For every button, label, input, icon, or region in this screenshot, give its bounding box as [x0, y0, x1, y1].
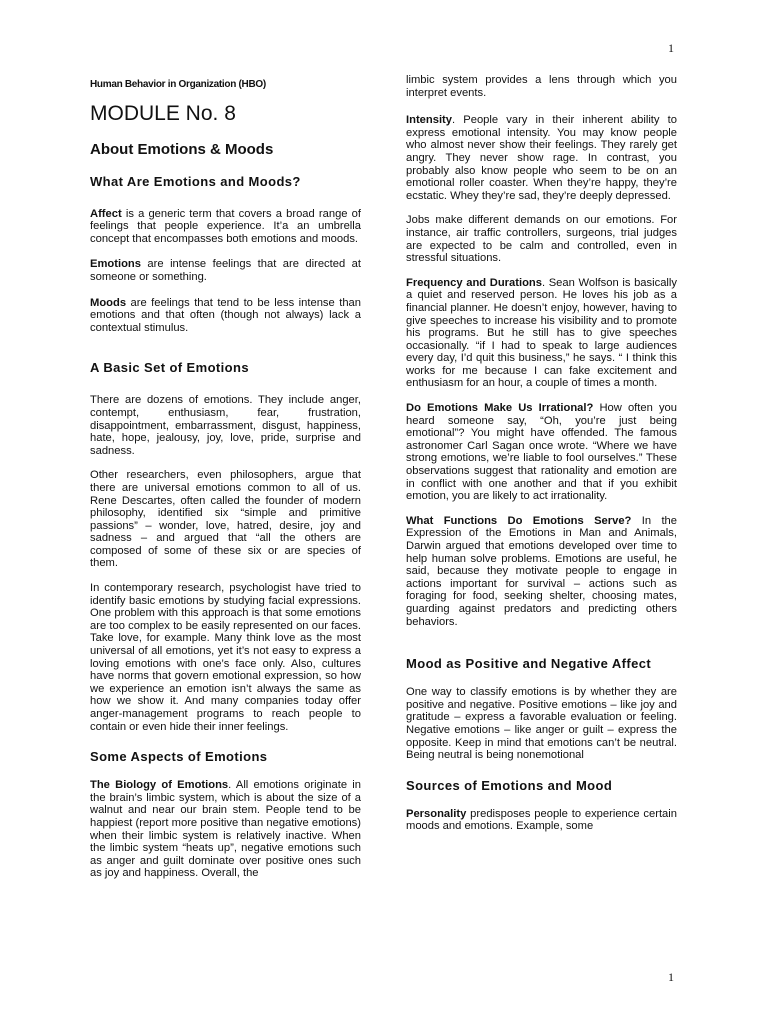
text-affect: is a generic term that covers a broad range of feelings that people experience. It’a an umbrella concept that encompasses both emotions and moods. — [90, 207, 361, 245]
page-number-top: 1 — [668, 41, 674, 55]
term-affect: Affect — [90, 207, 122, 220]
course-title: Human Behavior in Organization (HBO) — [90, 79, 266, 90]
heading-mood-affect: Mood as Positive and Negative Affect — [406, 656, 652, 672]
page-number-bottom: 1 — [668, 970, 674, 984]
module-title: MODULE No. 8 — [90, 101, 236, 125]
heading-aspects: Some Aspects of Emotions — [90, 749, 268, 765]
term-intensity: Intensity — [406, 114, 453, 127]
paragraph-frequency — [406, 277, 677, 390]
paragraph-personality — [406, 808, 677, 833]
term-moods: Moods — [90, 296, 127, 309]
paragraph-basic-2: Other researchers, even philosophers, argue that there are universal emotions common to all of us. Rene Descartes, often called the founder of modern philosophy, identified six “simple and primitive passions” – wonder, love, hatred, desire, joy and sadness – and argued that “all the others are composed of some of these six or are species of them. — [90, 469, 361, 570]
paragraph-mood: One way to classify emotions is by whether they are positive and negative. Positive emotions – like joy and gratitude – express a favorable evaluation or feeling. Negative emotions – like anger or guilt – express the opposite. Keep in mind that emotions can’t be neutral. Being neutral is being nonemotional — [406, 686, 677, 762]
text-functions: In the Expression of the Emotions in Man and Animals, Darwin argued that emotions developed over time to help human solve problems. Emotions are useful, he said, because they motivate people to engage in actions important for survival – actions such as foraging for food, seeking shelter, choosing mates, guarding against predators and predicting others behaviors. — [406, 514, 677, 628]
text-irrational: How often you heard someone say, “Oh, you’re just being emotional”? You might have offended. The famous astronomer Carl Sagan once wrote. “Where we have strong emotions, we’re liable to fool ourselves.” These observations suggest that rationality and emotion are in conflict with one another and that if you exhibit emotion, you are likely to act irrationality. — [406, 402, 677, 503]
term-irrational: Do Emotions Make Us Irrational? — [406, 402, 594, 415]
heading-sources: Sources of Emotions and Mood — [406, 777, 613, 793]
term-frequency: Frequency and Durations — [406, 276, 542, 289]
heading-basic-set: A Basic Set of Emotions — [90, 360, 249, 376]
paragraph-intensity — [406, 114, 677, 202]
paragraph-moods — [90, 297, 361, 335]
text-emotions: are intense feelings that are directed at someone or something. — [90, 258, 361, 283]
term-functions: What Functions Do Emotions Serve? — [406, 514, 632, 527]
text-intensity: . People vary in their inherent ability to express emotional intensity. You may know people who almost never show their feelings. They rarely get angry. They never show rage. In contrast, you probably also know people who seem to be on an emotional roller coaster. When they’re happy, they’re ecstatic. Whey they’re sad, they’re deeply depressed. — [406, 114, 677, 202]
paragraph-basic-3: In contemporary research, psychologist have tried to identify basic emotions by studying facial expressions. One problem with this approach is that some emotions are too complex to be easily represented on our faces. Take love, for example. Many think love as the most universal of all emotions, yet it’s not easy to express a loving emotions with one’s face only. Also, cultures have norms that govern emotional expression, so how we experience an emotion isn’t always the same as how we show it. And many companies today offer anger-management programs to reach people to contain or even hide their inner feelings. — [90, 582, 361, 733]
text-moods: are feelings that tend to be less intense than emotions and that often (though not always) lack a contextual stimulus. — [90, 296, 361, 334]
term-personality: Personality — [406, 807, 467, 820]
paragraph-irrational — [406, 402, 677, 503]
paragraph-emotions — [90, 258, 361, 283]
heading-what-are-emotions: What Are Emotions and Moods? — [90, 173, 301, 189]
paragraph-jobs: Jobs make different demands on our emotions. For instance, air traffic controllers, surgeons, trial judges are expected to be calm and controlled, even in stressful situations. — [406, 214, 677, 265]
paragraph-limbic-continued: limbic system provides a lens through which you interpret events. — [406, 74, 677, 99]
left-column — [90, 74, 361, 880]
term-emotions: Emotions — [90, 258, 141, 271]
text-personality: predisposes people to experience certain moods and emotions. Example, some — [406, 807, 677, 833]
paragraph-affect — [90, 208, 361, 246]
page-title: About Emotions & Moods — [90, 140, 274, 158]
text-biology: . All emotions originate in the brain’s limbic system, which is about the size of a walnut and near our brain stem. People tend to be happiest (report more positive than negative emotions) when their limbic system is relatively inactive. When the limbic system “heats up”, negative emotions such as anger and guilt dominate over positive ones such as joy and happiness. Overall, the — [90, 779, 362, 880]
paragraph-biology — [90, 779, 361, 880]
term-biology: The Biology of Emotions — [90, 779, 229, 792]
paragraph-functions — [406, 515, 677, 628]
paragraph-basic-1: There are dozens of emotions. They include anger, contempt, enthusiasm, fear, frustration, disappointment, embarrassment, disgust, happiness, hate, hope, jealousy, joy, love, pride, surprise and sadness. — [90, 394, 361, 457]
text-frequency: . Sean Wolfson is basically a quiet and reserved person. He loves his job as a financial planner. He doesn’t enjoy, however, having to give speeches to increase his visibility and to promote his programs. But he still has to give speeches occasionally. “if I had to speak to large audiences every day, I’d quit this business,” he says. “ I think this works for me because I can fake excitement and enthusiasm for an hour, a couple of times a month. — [406, 276, 677, 390]
right-column — [406, 74, 677, 833]
